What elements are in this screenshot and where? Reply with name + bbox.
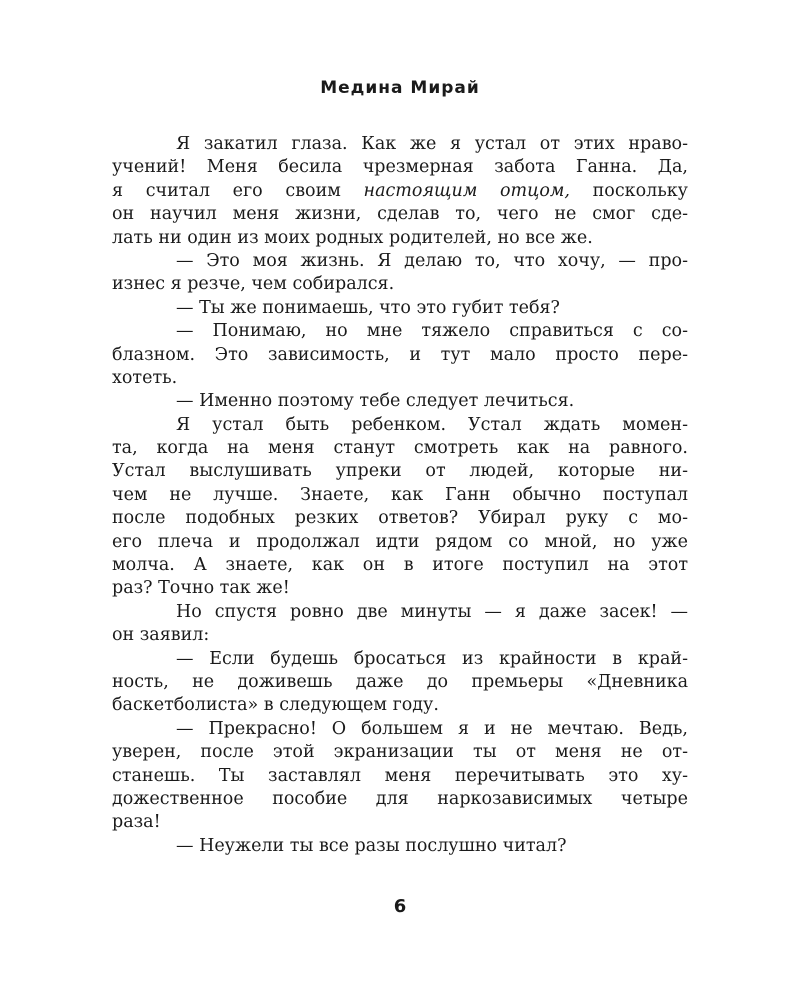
text-line: молча. А знаете, как он в итоге поступил на этот	[112, 555, 688, 576]
text-line: он заявил:	[112, 625, 210, 646]
text-line: Но спустя ровно две минуты — я даже засек! —	[176, 601, 688, 622]
text-line: Устал выслушивать упреки от людей, которые ни-	[112, 461, 688, 482]
body-text	[112, 133, 688, 858]
text-run: поскольку	[569, 180, 688, 201]
text-line: — Именно поэтому тебе следует лечиться.	[176, 391, 575, 412]
page-number: 6	[393, 896, 407, 917]
text-line: ность, не доживешь даже до премьеры «Дневника	[112, 671, 688, 692]
text-line: учений! Меня бесила чрезмерная забота Ганна. Да,	[112, 157, 688, 178]
text-line: дожественное пособие для наркозависимых четыре	[112, 788, 688, 809]
running-title: Медина Мирай	[320, 78, 480, 98]
text-run: я считал его своим	[112, 180, 364, 201]
text-line: — Если будешь бросаться из крайности в край-	[176, 648, 688, 669]
text-line: — Ты же понимаешь, что это губит тебя?	[176, 297, 560, 318]
text-line: Я закатил глаза. Как же я устал от этих нраво-	[176, 134, 688, 154]
text-line: раза!	[112, 812, 161, 833]
text-line: уверен, после этой экранизации ты от меня не от-	[112, 742, 688, 763]
text-line: Я устал быть ребенком. Устал ждать момен-	[176, 414, 688, 435]
text-line: — Прекрасно! О большем я и не мечтаю. Ведь,	[176, 718, 688, 739]
text-line: баскетболиста» в следующем году.	[112, 695, 439, 716]
text-line: — Это моя жизнь. Я делаю то, что хочу, — про-	[176, 250, 688, 271]
text-line: чем не лучше. Знаете, как Ганн обычно поступал	[112, 484, 688, 505]
text-line: станешь. Ты заставлял меня перечитывать это ху-	[112, 765, 688, 786]
text-line: он научил меня жизни, сделав то, чего не смог сде-	[112, 204, 688, 225]
text-line	[112, 180, 688, 203]
text-line: — Неужели ты все разы послушно читал?	[176, 835, 567, 856]
text-line: после подобных резких ответов? Убирал руку с мо-	[112, 508, 688, 529]
text-line: та, когда на меня станут смотреть как на равного.	[112, 438, 688, 459]
text-line: его плеча и продолжал идти рядом со мной, но уже	[112, 531, 688, 552]
text-line: лать ни один из моих родных родителей, но все же.	[112, 227, 593, 248]
text-line: блазном. Это зависимость, и тут мало просто пере-	[112, 344, 688, 365]
text-line: — Понимаю, но мне тяжело справиться с со-	[176, 321, 688, 342]
text-line: изнес я резче, чем собирался.	[112, 274, 395, 295]
text-line: раз? Точно так же!	[112, 578, 290, 599]
italic-phrase: настоящим отцом,	[363, 180, 570, 201]
text-line: хотеть.	[112, 367, 178, 388]
